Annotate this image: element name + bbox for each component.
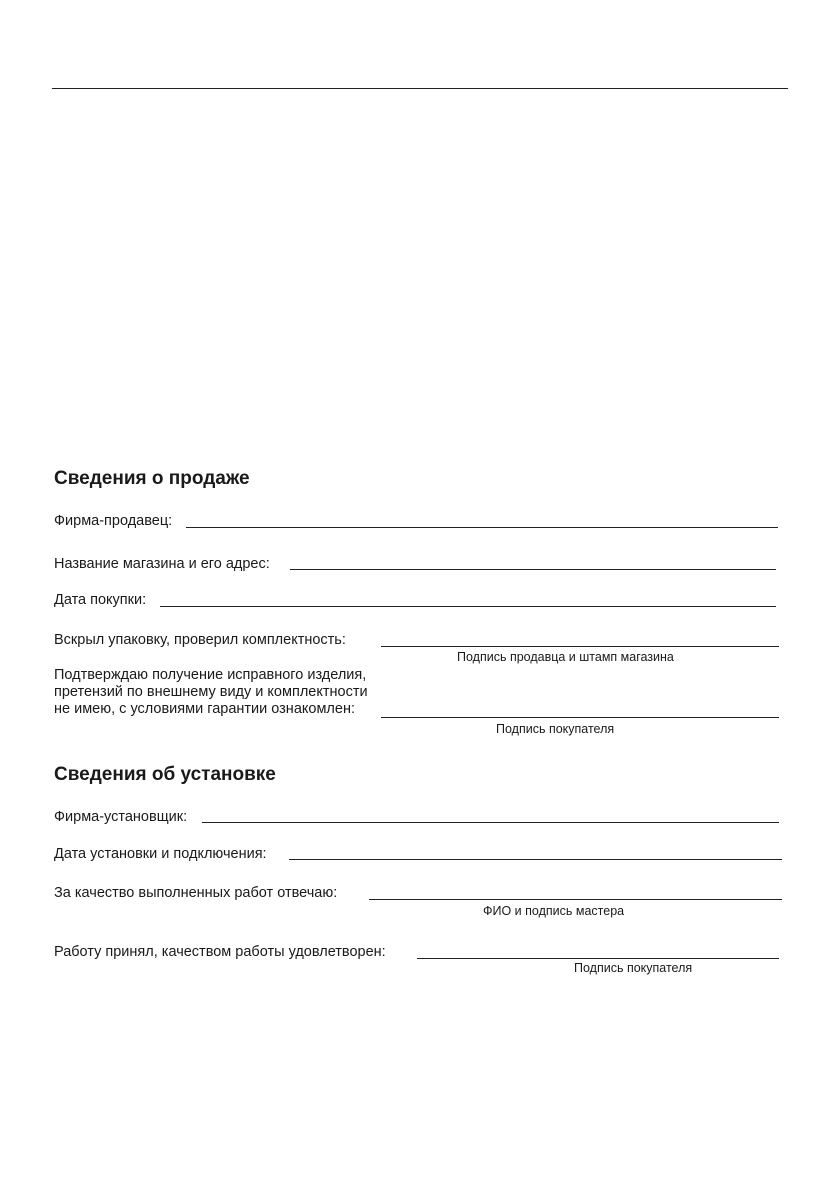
quality-field[interactable] (369, 899, 782, 900)
confirm-line: не имею, с условиями гарантии ознакомлен: (54, 701, 355, 717)
seller-field[interactable] (186, 527, 778, 528)
buyer-signature-field[interactable] (381, 717, 779, 718)
installer-field[interactable] (202, 822, 779, 823)
sale-section-title: Сведения о продаже (54, 468, 250, 489)
store-field[interactable] (290, 569, 776, 570)
confirm-line: претензий по внешнему виду и комплектности (54, 684, 368, 700)
opened-package-field[interactable] (381, 646, 779, 647)
buyer-signature-caption: Подпись покупателя (496, 722, 615, 736)
install-date-field[interactable] (289, 859, 782, 860)
store-label: Название магазина и его адрес: (54, 556, 270, 572)
confirm-line: Подтверждаю получение исправного изделия, (54, 667, 367, 683)
purchase-date-label: Дата покупки: (54, 592, 147, 608)
seller-label: Фирма-продавец: (54, 513, 173, 529)
work-accepted-label: Работу принял, качеством работы удовлетворен: (54, 944, 386, 960)
opened-package-label: Вскрыл упаковку, проверил комплектность: (54, 632, 346, 648)
master-caption: ФИО и подпись мастера (483, 904, 625, 918)
buyer-signature-caption-install: Подпись покупателя (574, 961, 693, 975)
seller-signature-caption: Подпись продавца и штамп магазина (457, 650, 674, 664)
installer-label: Фирма-установщик: (54, 809, 188, 825)
install-date-label: Дата установки и подключения: (54, 846, 267, 862)
install-section-title: Сведения об установке (54, 764, 276, 785)
quality-label: За качество выполненных работ отвечаю: (54, 885, 338, 901)
top-rule (52, 88, 788, 89)
work-accepted-field[interactable] (417, 958, 779, 959)
confirm-text (54, 667, 368, 718)
purchase-date-field[interactable] (160, 606, 776, 607)
